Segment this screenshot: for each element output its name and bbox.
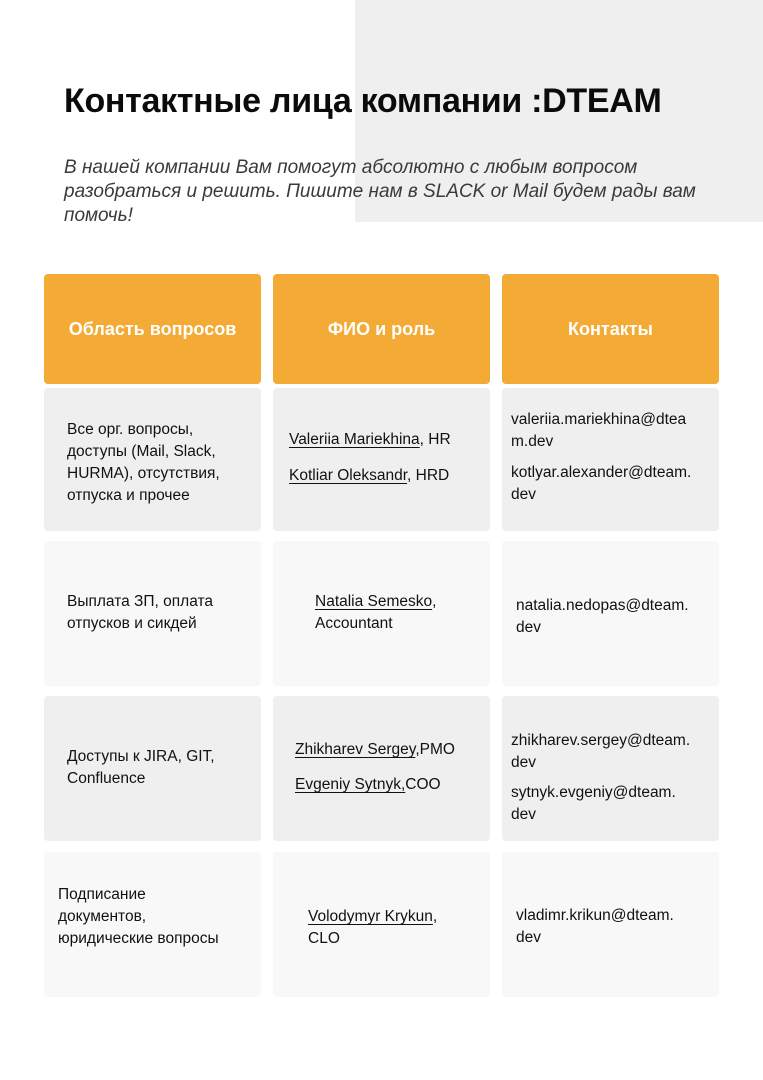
person-name-link[interactable]: Zhikharev Sergey (295, 741, 416, 758)
person-role: , HRD (407, 467, 450, 484)
row3-area-cell (44, 696, 261, 841)
person-role: , (432, 593, 437, 610)
row4-contacts-cell (502, 852, 719, 997)
person-name-link[interactable]: Natalia Semesko (315, 593, 433, 610)
row2-contacts-cell (502, 541, 719, 686)
person-entry (295, 739, 455, 761)
area-line: Выплата ЗП, оплата (67, 593, 214, 610)
person-entry (315, 591, 436, 613)
area-line: HURMA), отсутствия, (67, 465, 220, 482)
area-line: Подписание (58, 886, 146, 903)
row1-area-cell (44, 388, 261, 531)
area-line: Все орг. вопросы, (67, 421, 194, 438)
area-line: Confluence (67, 770, 146, 787)
email-text[interactable]: kotlyar.alexander@dteam. dev (511, 464, 692, 503)
person-name-link[interactable]: Kotliar Oleksandr (289, 467, 408, 484)
row1-people-cell (273, 388, 490, 531)
area-line: отпуска и прочее (67, 487, 190, 504)
area-line: отпусков и сикдей (67, 615, 197, 632)
row2-people-cell (273, 541, 490, 686)
row4-people-cell (273, 852, 490, 997)
email-text[interactable]: sytnyk.evgeniy@dteam. dev (511, 784, 676, 823)
row4-area-cell (44, 852, 261, 997)
email-text[interactable]: vladimr.krikun@dteam. dev (516, 907, 674, 946)
person-entry (289, 429, 451, 451)
email-text[interactable]: natalia.nedopas@dteam. dev (516, 597, 689, 636)
person-name-link[interactable]: Evgeniy Sytnyk, (295, 776, 406, 793)
person-role: COO (405, 776, 441, 793)
header-name-role: ФИО и роль (273, 274, 490, 384)
header-area: Область вопросов (44, 274, 261, 384)
person-role: Accountant (315, 615, 393, 632)
email-text[interactable]: valeriia.mariekhina@dtea m.dev (511, 411, 687, 450)
row1-contacts-cell (502, 388, 719, 531)
row3-people-cell (273, 696, 490, 841)
person-entry (289, 465, 449, 487)
person-role: , HR (419, 431, 451, 448)
person-name-link[interactable]: Volodymyr Krykun (308, 908, 433, 925)
area-line: доступы (Mail, Slack, (67, 443, 216, 460)
area-line: Доступы к JIRA, GIT, (67, 748, 215, 765)
page-subtitle: В нашей компании Вам помогут абсолютно с любым вопросом разобраться и решить. Пишите нам в SLACK or Mail будем рады вам помочь! (64, 157, 696, 226)
person-entry (308, 906, 437, 928)
header-contacts: Контакты (502, 274, 719, 384)
person-entry (295, 774, 441, 796)
page-title: Контактные лица компании :DTEAM (64, 82, 662, 120)
person-role: CLO (308, 930, 340, 947)
person-role: ,PMO (415, 741, 455, 758)
row3-contacts-cell (502, 696, 719, 841)
area-line: юридические вопросы (58, 930, 219, 947)
person-role: , (432, 908, 438, 925)
row2-area-cell (44, 541, 261, 686)
person-name-link[interactable]: Valeriia Mariekhina (289, 431, 420, 448)
email-text[interactable]: zhikharev.sergey@dteam. dev (511, 732, 691, 771)
area-line: документов, (58, 908, 147, 925)
